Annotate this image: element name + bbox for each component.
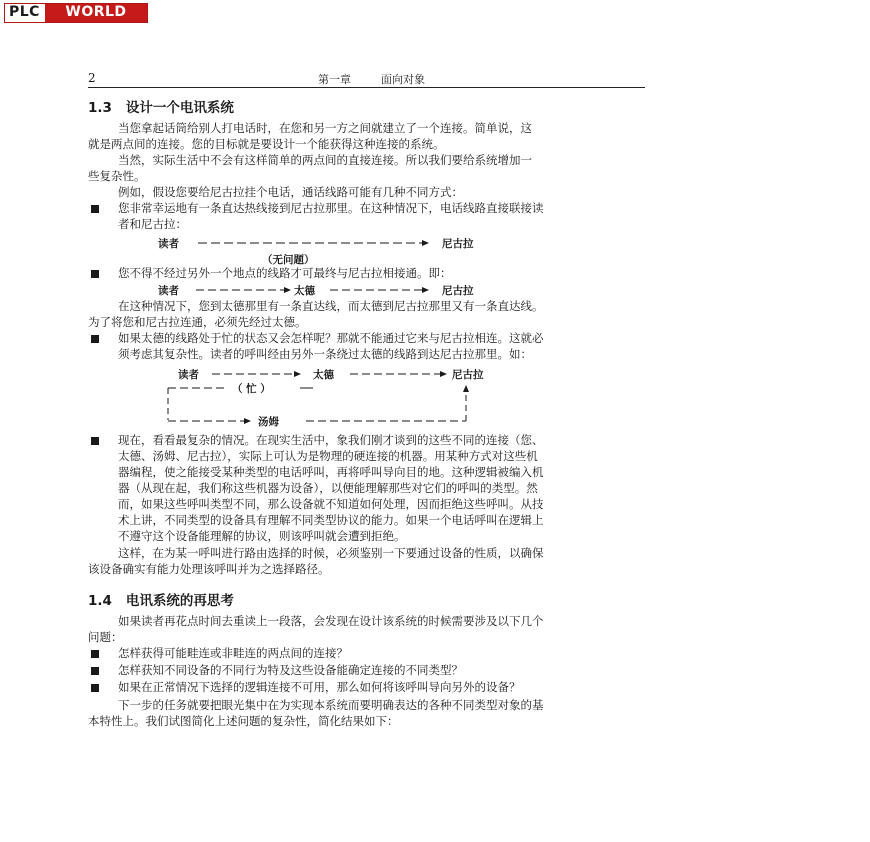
diagram3-node-b: 太德	[313, 369, 334, 381]
paragraph-line: 例如，假设您要给尼古拉挂个电话，通话线路可能有几种不同方式：	[118, 185, 463, 199]
diagram3-node-a: 读者	[178, 369, 199, 381]
diagram1-to: 尼古拉	[442, 238, 474, 250]
paragraph-line: 这样，在为某一呼叫进行路由选择的时候，必须鉴别一下要通过设备的性质，以确保	[118, 546, 544, 560]
logo-part-world: WORLD	[45, 4, 147, 22]
plcworld-logo	[4, 3, 148, 23]
chapter-title: 面向对象	[381, 73, 425, 86]
paragraph-line: 为了将您和尼古拉连通，必须先经过太德。	[88, 315, 307, 329]
section-number: 1.3	[88, 100, 112, 116]
arrowhead	[422, 240, 429, 246]
question-item: 怎样获得可能畦连或非畦连的两点间的连接？	[118, 646, 348, 660]
bullet-icon	[91, 335, 99, 343]
diagram3-alt-node: 汤姆	[258, 416, 279, 428]
bullet-icon	[91, 437, 99, 445]
page-number: 2	[88, 71, 96, 85]
running-head	[318, 71, 518, 87]
section-title: 设计一个电讯系统	[125, 100, 234, 116]
arrowhead	[284, 287, 291, 293]
bullet-line: 术上讲，不同类型的设备具有理解不同类型协议的能力。如果一个电话呼叫在逻辑上	[118, 513, 544, 527]
paragraph-line: 问题：	[88, 630, 123, 644]
arrowhead	[244, 418, 251, 424]
bullet-line: 太德、汤姆、尼古拉），实际上可认为是物理的硬连接的机器。用某种方式对这些机	[118, 449, 538, 463]
bullet-line: 而，如果这些呼叫类型不同，那么设备就不知道如何处理，因而拒绝这些呼叫。从技	[118, 497, 544, 511]
bullet-icon	[91, 205, 99, 213]
bullet-line: 器编程，使之能接受某种类型的电话呼叫，再将呼叫导向目的地。这种逻辑被编入机	[118, 465, 544, 479]
paragraph-line: 该设备确实有能力处理该呼叫并为之选择路径。	[88, 562, 330, 576]
bullet-line: 您非常幸运地有一条直达热线接到尼古拉那里。在这种情况下，电话线路直接联接读	[118, 201, 544, 215]
bullet-icon	[91, 270, 99, 278]
arrowhead	[422, 287, 429, 293]
diagram3-node-c: 尼古拉	[452, 369, 484, 381]
logo-part-plc: PLC	[5, 4, 45, 22]
paragraph-line: 下一步的任务就要把眼光集中在为实现本系统而要明确表达的各种不同类型对象的基	[118, 698, 544, 712]
bullet-line: 现在，看看最复杂的情况。在现实生活中，象我们刚才谈到的这些不同的连接（您、	[118, 433, 544, 447]
section-heading-1-3	[88, 96, 234, 116]
diagram2-node-c: 尼古拉	[442, 285, 474, 297]
diagram1-note: （无问题）	[262, 254, 315, 266]
section-number: 1.4	[88, 593, 112, 609]
diagram2-node-b: 太德	[294, 285, 315, 297]
diagram3-busy-label: （ 忙 ）	[232, 383, 271, 395]
bullet-line: 您不得不经过另外一个地点的线路才可最终与尼古拉相接通。即：	[118, 266, 452, 280]
paragraph-line: 当您拿起话筒给别人打电话时，在您和另一方之间就建立了一个连接。简单说，这	[118, 121, 532, 135]
bullet-icon	[91, 650, 99, 658]
chapter-label: 第一章	[318, 73, 351, 86]
paragraph-line: 就是两点间的连接。您的目标就是要设计一个能获得这种连接的系统。	[88, 137, 445, 151]
bullet-icon	[91, 667, 99, 675]
paragraph-line: 如果读者再花点时间去重读上一段落，会发现在设计该系统的时候需要涉及以下几个	[118, 614, 544, 628]
bullet-line: 如果太德的线路处于忙的状态又会怎样呢？那就不能通过它来与尼古拉相连。这就必	[118, 331, 544, 345]
bullet-icon	[91, 684, 99, 692]
bullet-line: 器（从现在起，我们称这些机器为设备），以便能理解那些对它们的呼叫的类型。然	[118, 481, 538, 495]
arrowhead	[294, 371, 301, 377]
arrowhead	[463, 385, 469, 392]
section-heading-1-4	[88, 589, 234, 609]
paragraph-line: 些复杂性。	[88, 169, 146, 183]
bullet-line: 不遵守这个设备能理解的协议，则该呼叫就会遭到拒绝。	[118, 529, 406, 543]
paragraph-line: 在这种情况下，您到太德那里有一条直达线，而太德到尼古拉那里又有一条直达线。	[118, 299, 544, 313]
diagram1-from: 读者	[158, 238, 179, 250]
bullet-line: 者和尼古拉：	[118, 217, 187, 231]
section-title: 电讯系统的再思考	[125, 593, 234, 609]
diagram2-node-a: 读者	[158, 285, 179, 297]
arrowhead	[440, 371, 447, 377]
paragraph-line: 当然，实际生活中不会有这样简单的两点间的直接连接。所以我们要给系统增加一	[118, 153, 532, 167]
bullet-line: 须考虑其复杂性。读者的呼叫经由另外一条绕过太德的线路到达尼古拉那里。如：	[118, 347, 532, 361]
question-item: 如果在正常情况下选择的逻辑连接不可用，那么如何将该呼叫导向另外的设备？	[118, 680, 521, 694]
question-item: 怎样获知不同设备的不同行为特及这些设备能确定连接的不同类型？	[118, 663, 463, 677]
paragraph-line: 本特性上。我们试图简化上述问题的复杂性，简化结果如下：	[88, 714, 399, 728]
header-rule	[88, 87, 645, 88]
